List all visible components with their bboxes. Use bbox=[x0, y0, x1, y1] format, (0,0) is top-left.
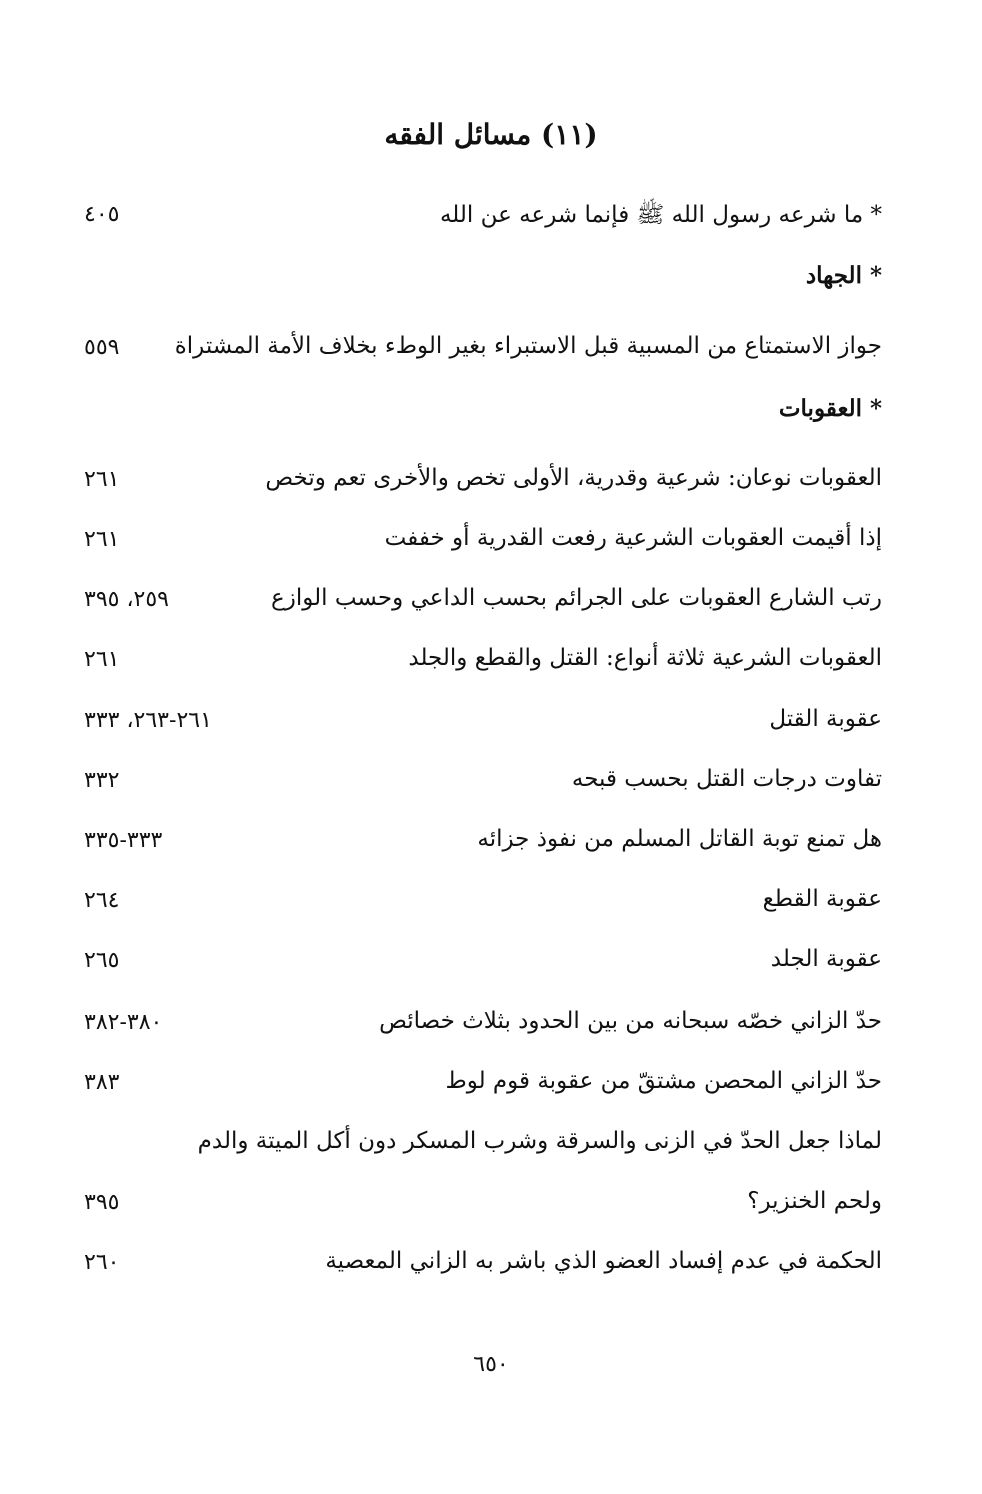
index-entry-line-2 bbox=[80, 1188, 882, 1232]
entry-text: رتب الشارع العقوبات على الجرائم بحسب الداعي وحسب الوازع bbox=[271, 585, 882, 611]
entry-text: العقوبات نوعان: شرعية وقدرية، الأولى تخص والأخرى تعم وتخص bbox=[265, 465, 882, 491]
entry-page-ref: ٣٩٥ bbox=[84, 1190, 120, 1215]
entry-page-ref: ٢٦٤ bbox=[84, 888, 120, 913]
index-section-heading bbox=[80, 395, 882, 439]
index-entry-line-1 bbox=[80, 1128, 882, 1172]
entry-text: حدّ الزاني المحصن مشتقّ من عقوبة قوم لوط bbox=[445, 1068, 882, 1094]
entry-page-ref: ٢٥٩، ٣٩٥ bbox=[84, 587, 169, 612]
index-entry bbox=[80, 826, 882, 870]
index-entry bbox=[80, 525, 882, 569]
entry-text: إذا أقيمت العقوبات الشرعية رفعت القدرية أو خففت bbox=[384, 525, 882, 551]
entry-page-ref: ٣٨٠-٣٨٢ bbox=[84, 1010, 163, 1035]
entry-text: عقوبة الجلد bbox=[770, 946, 882, 972]
entry-page-ref: ٣٨٣ bbox=[84, 1070, 120, 1095]
section-heading-text: * الجهاد bbox=[805, 262, 882, 289]
entry-text: الحكمة في عدم إفساد العضو الذي باشر به الزاني المعصية bbox=[325, 1248, 882, 1274]
index-entry bbox=[80, 946, 882, 990]
entry-page-ref: ٢٦١ bbox=[84, 467, 120, 492]
entry-text: لماذا جعل الحدّ في الزنى والسرقة وشرب المسكر دون أكل الميتة والدم bbox=[197, 1128, 882, 1154]
index-entry bbox=[80, 333, 882, 377]
index-section-heading bbox=[80, 262, 882, 306]
index-entry bbox=[80, 1068, 882, 1112]
index-entry bbox=[80, 706, 882, 750]
entry-page-ref: ٢٦١-٢٦٣، ٣٣٣ bbox=[84, 708, 212, 733]
entry-page-ref: ٣٣٣-٣٣٥ bbox=[84, 828, 163, 853]
section-heading-text: * العقوبات bbox=[778, 395, 882, 422]
entry-page-ref: ٥٥٩ bbox=[84, 335, 120, 360]
index-entry bbox=[80, 886, 882, 930]
entry-text: * ما شرعه رسول الله ﷺ فإنما شرعه عن الله bbox=[439, 202, 882, 228]
entry-page-ref: ٣٣٢ bbox=[84, 768, 120, 793]
entry-text: العقوبات الشرعية ثلاثة أنواع: القتل والقطع والجلد bbox=[408, 645, 882, 671]
entry-text: عقوبة القتل bbox=[769, 706, 882, 732]
entry-page-ref: ٤٠٥ bbox=[84, 202, 120, 227]
entry-text: ولحم الخنزير؟ bbox=[747, 1188, 882, 1214]
entry-text: حدّ الزاني خصّه سبحانه من بين الحدود بثلاث خصائص bbox=[379, 1008, 882, 1034]
entry-text: عقوبة القطع bbox=[762, 886, 882, 912]
index-entry bbox=[80, 585, 882, 629]
index-entry bbox=[80, 1248, 882, 1292]
page-number: ٦٥٠ bbox=[473, 1352, 509, 1377]
index-entry bbox=[80, 1008, 882, 1052]
entry-text: هل تمنع توبة القاتل المسلم من نفوذ جزائه bbox=[477, 826, 882, 852]
index-entry bbox=[80, 200, 882, 244]
entry-text: تفاوت درجات القتل بحسب قبحه bbox=[571, 766, 882, 792]
page-title: (١١) مسائل الفقه bbox=[384, 118, 598, 151]
entry-text: جواز الاستمتاع من المسبية قبل الاستبراء بغير الوطء بخلاف الأمة المشتراة bbox=[174, 333, 882, 359]
index-entry bbox=[80, 645, 882, 689]
entry-page-ref: ٢٦١ bbox=[84, 527, 120, 552]
entry-page-ref: ٢٦٠ bbox=[84, 1250, 120, 1275]
index-entry bbox=[80, 766, 882, 810]
entry-page-ref: ٢٦٥ bbox=[84, 948, 120, 973]
entry-page-ref: ٢٦١ bbox=[84, 647, 120, 672]
index-entry bbox=[80, 465, 882, 509]
